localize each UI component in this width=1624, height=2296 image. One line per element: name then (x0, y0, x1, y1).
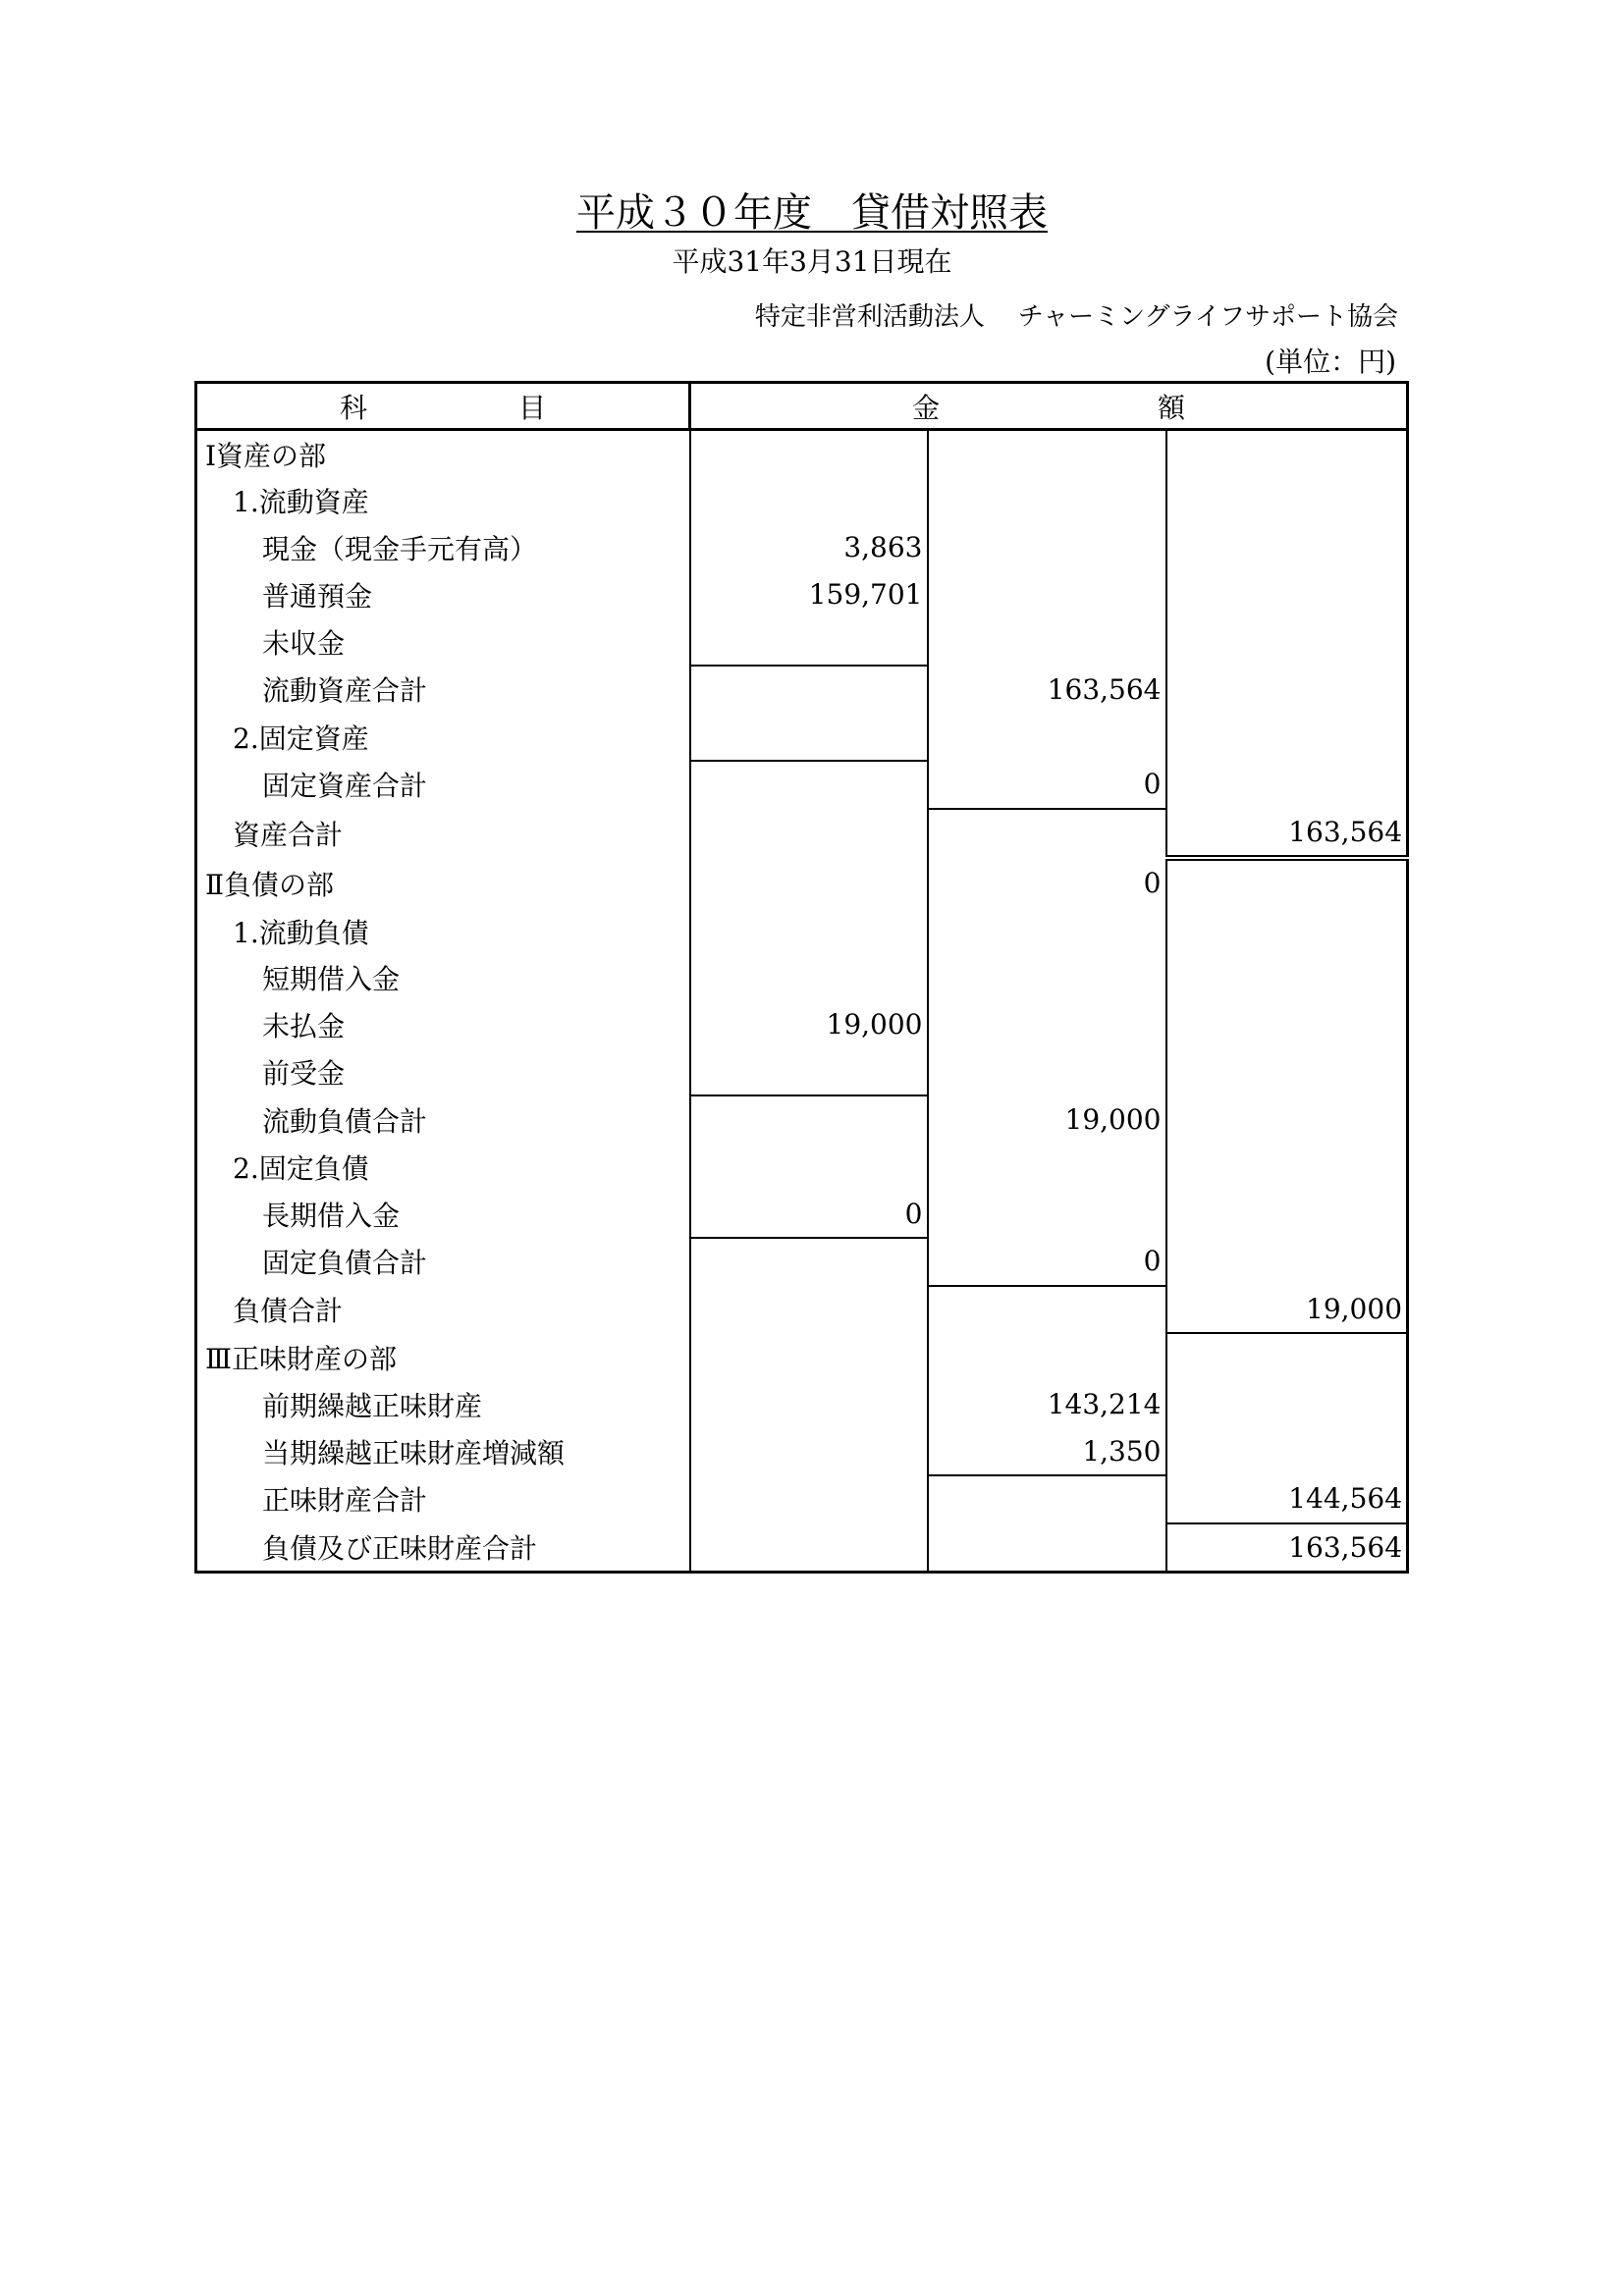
amount-subtotal: 163,564 (928, 666, 1166, 714)
amount-total (1166, 1095, 1408, 1144)
amount-total (1166, 714, 1408, 762)
amount-detail (690, 617, 928, 666)
row-label: 流動負債合計 (196, 1095, 690, 1144)
amount-subtotal: 0 (928, 761, 1166, 809)
amount-detail (690, 809, 928, 859)
amount-total (1166, 1427, 1408, 1475)
as-of-date: 平成31年3月31日現在 (672, 245, 952, 278)
table-row (196, 714, 1408, 762)
amount-total (1166, 1001, 1408, 1048)
amount-total: 144,564 (1166, 1475, 1408, 1523)
amount-detail (690, 955, 928, 1002)
amount-subtotal (928, 571, 1166, 618)
row-label: 1.流動負債 (196, 908, 690, 955)
table-row (196, 1523, 1408, 1573)
amount-subtotal (928, 1475, 1166, 1523)
amount-total (1166, 1381, 1408, 1428)
row-label: 現金（現金手元有高） (196, 524, 690, 571)
table-row (196, 571, 1408, 618)
amount-detail (690, 1286, 928, 1334)
table-row (196, 1191, 1408, 1239)
title-text: 平成３０年度 貸借対照表 (576, 190, 1048, 236)
amount-subtotal (928, 1333, 1166, 1381)
amount-detail (690, 1475, 928, 1523)
amount-subtotal (928, 1048, 1166, 1096)
amount-detail (690, 1238, 928, 1286)
amount-total (1166, 1238, 1408, 1286)
row-label: 1.流動資産 (196, 478, 690, 525)
amount-detail (690, 1523, 928, 1573)
table-row (196, 1001, 1408, 1048)
row-label: 流動資産合計 (196, 666, 690, 714)
table-row (196, 1475, 1408, 1523)
row-label: 未収金 (196, 617, 690, 666)
amount-detail (690, 666, 928, 714)
row-label: 前受金 (196, 1048, 690, 1096)
table-row (196, 430, 1408, 478)
amount-subtotal (928, 1191, 1166, 1239)
amount-total (1166, 666, 1408, 714)
amount-subtotal: 0 (928, 1238, 1166, 1286)
row-label: 資産合計 (196, 809, 690, 859)
table-row (196, 761, 1408, 809)
amount-detail (690, 478, 928, 525)
table-row (196, 1095, 1408, 1144)
table-row (196, 1333, 1408, 1381)
header-amount (690, 383, 1408, 430)
amount-total (1166, 761, 1408, 809)
amount-subtotal: 19,000 (928, 1095, 1166, 1144)
organization-type: 特定非営利活動法人 (754, 302, 985, 332)
amount-detail (690, 1048, 928, 1096)
amount-detail (690, 1333, 928, 1381)
header-account-char-1: 科 (340, 391, 368, 424)
document-title (0, 189, 1624, 237)
row-label: 負債合計 (196, 1286, 690, 1334)
row-label: 固定負債合計 (196, 1238, 690, 1286)
amount-total (1166, 430, 1408, 478)
amount-subtotal (928, 1001, 1166, 1048)
amount-detail: 159,701 (690, 571, 928, 618)
row-label: 短期借入金 (196, 955, 690, 1002)
amount-subtotal: 143,214 (928, 1381, 1166, 1428)
row-label: 当期繰越正味財産増減額 (196, 1427, 690, 1475)
amount-total (1166, 571, 1408, 618)
amount-total: 19,000 (1166, 1286, 1408, 1334)
table-row (196, 908, 1408, 955)
table-row (196, 1286, 1408, 1334)
table-row (196, 1238, 1408, 1286)
row-label: Ⅰ資産の部 (196, 430, 690, 478)
amount-total: 163,564 (1166, 809, 1408, 859)
table-row (196, 617, 1408, 666)
amount-total (1166, 1144, 1408, 1191)
table-row (196, 524, 1408, 571)
amount-detail (690, 858, 928, 908)
amount-subtotal (928, 1144, 1166, 1191)
amount-detail (690, 1381, 928, 1428)
row-label: 固定資産合計 (196, 761, 690, 809)
balance-sheet-table (194, 381, 1409, 1574)
amount-total (1166, 1191, 1408, 1239)
header-amount-char-1: 金 (912, 391, 941, 424)
row-label: 正味財産合計 (196, 1475, 690, 1523)
amount-subtotal (928, 955, 1166, 1002)
row-label: 2.固定資産 (196, 714, 690, 762)
table-row (196, 1427, 1408, 1475)
amount-total (1166, 1333, 1408, 1381)
header-account-char-2: 目 (517, 391, 546, 424)
organization-name: チャーミングライフサポート協会 (1017, 302, 1398, 332)
amount-total (1166, 858, 1408, 908)
amount-total (1166, 955, 1408, 1002)
row-label: Ⅲ正味財産の部 (196, 1333, 690, 1381)
amount-detail: 3,863 (690, 524, 928, 571)
amount-detail (690, 908, 928, 955)
amount-subtotal (928, 809, 1166, 859)
amount-total (1166, 1048, 1408, 1096)
table-row (196, 478, 1408, 525)
amount-detail (690, 430, 928, 478)
row-label: 普通預金 (196, 571, 690, 618)
organization (755, 301, 1398, 333)
amount-detail (690, 1144, 928, 1191)
amount-detail (690, 1427, 928, 1475)
header-amount-char-2: 額 (1158, 391, 1186, 424)
amount-subtotal (928, 1523, 1166, 1573)
table-row (196, 666, 1408, 714)
amount-subtotal (928, 908, 1166, 955)
table-row (196, 858, 1408, 908)
table-row (196, 955, 1408, 1002)
amount-subtotal (928, 430, 1166, 478)
amount-total (1166, 617, 1408, 666)
table-row (196, 1144, 1408, 1191)
amount-subtotal (928, 524, 1166, 571)
amount-total (1166, 478, 1408, 525)
amount-subtotal (928, 714, 1166, 762)
row-label: 前期繰越正味財産 (196, 1381, 690, 1428)
amount-subtotal: 0 (928, 858, 1166, 908)
unit-label: (単位：円) (1265, 346, 1396, 378)
row-label: Ⅱ負債の部 (196, 858, 690, 908)
amount-detail: 0 (690, 1191, 928, 1239)
amount-detail: 19,000 (690, 1001, 928, 1048)
amount-detail (690, 714, 928, 762)
amount-subtotal (928, 617, 1166, 666)
amount-detail (690, 1095, 928, 1144)
table-header-row (196, 383, 1408, 430)
table-row (196, 1048, 1408, 1096)
amount-detail (690, 761, 928, 809)
row-label: 長期借入金 (196, 1191, 690, 1239)
amount-subtotal (928, 1286, 1166, 1334)
row-label: 未払金 (196, 1001, 690, 1048)
header-account (196, 383, 690, 430)
row-label: 負債及び正味財産合計 (196, 1523, 690, 1573)
table-row (196, 1381, 1408, 1428)
row-label: 2.固定負債 (196, 1144, 690, 1191)
amount-subtotal: 1,350 (928, 1427, 1166, 1475)
amount-total: 163,564 (1166, 1523, 1408, 1573)
amount-total (1166, 524, 1408, 571)
amount-subtotal (928, 478, 1166, 525)
table-row (196, 809, 1408, 859)
amount-total (1166, 908, 1408, 955)
